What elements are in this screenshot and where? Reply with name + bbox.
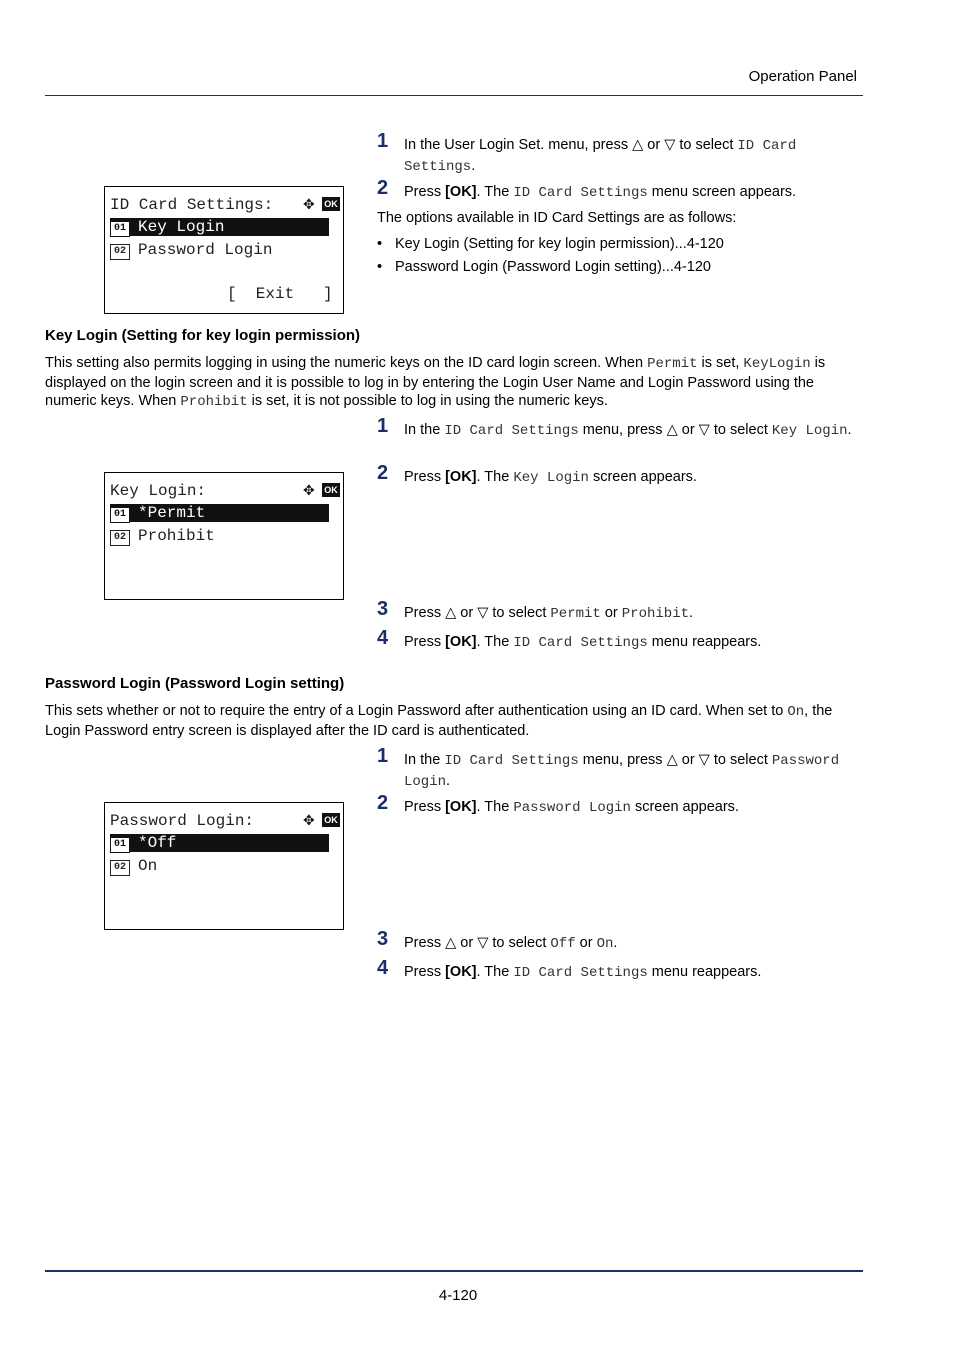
step-text: screen appears. — [588, 469, 697, 485]
step-text: Press △ or ▽ to select — [404, 935, 551, 951]
step-text: . — [471, 158, 476, 174]
step-1 — [377, 415, 863, 441]
step-3 — [377, 928, 863, 954]
body-text: This sets whether or not to require the entry of a Login Password after authentication using an ID card. When set to — [45, 703, 788, 719]
ok-key-label: [OK] — [445, 184, 477, 200]
running-header: Operation Panel — [748, 68, 857, 85]
code-text: On — [596, 936, 614, 952]
code-text: Permit — [647, 356, 698, 372]
step-text: menu screen appears. — [647, 184, 797, 200]
item-number-badge: 02 — [110, 530, 130, 546]
step-2 — [377, 177, 863, 203]
lcd-item-label: Password Login — [138, 241, 273, 259]
step-1 — [377, 130, 863, 177]
step-text: menu reappears. — [647, 634, 762, 650]
item-number-badge: 01 — [110, 221, 130, 237]
ok-key-label: [OK] — [445, 469, 477, 485]
list-item-text: Password Login (Password Login setting)...4-120 — [395, 259, 711, 275]
step-text: In the User Login Set. menu, press △ or ▽ to select — [404, 137, 738, 153]
step-number: 4 — [377, 957, 389, 979]
lcd-item-label: On — [138, 857, 158, 875]
step-number: 2 — [377, 792, 389, 814]
step-text: Press — [404, 184, 446, 200]
step-4 — [377, 627, 863, 653]
body-text: , the Login Password entry screen is displayed after the ID card is authenticated. — [45, 703, 833, 739]
step-text: In the — [404, 752, 445, 768]
step-text: . The — [476, 799, 514, 815]
code-text: Key Login — [771, 423, 848, 439]
code-text: ID Card Settings — [444, 753, 579, 769]
page-number: 4-120 — [438, 1287, 478, 1304]
code-text: Prohibit — [621, 606, 689, 622]
code-text: ID Card Settings — [404, 138, 797, 175]
navigation-icon: ✥ — [303, 812, 315, 828]
step-text: . The — [476, 184, 514, 200]
lcd-row — [110, 527, 215, 545]
step-text: . — [847, 422, 852, 438]
ok-key-icon: OK — [322, 813, 340, 827]
lcd-selected-row — [110, 218, 329, 236]
code-text: On — [787, 704, 805, 720]
footer-rule — [45, 1270, 863, 1272]
step-text: Press — [404, 634, 446, 650]
list-item — [377, 259, 711, 275]
lcd-item-label: Key Login — [138, 218, 225, 236]
step-number: 1 — [377, 130, 389, 152]
code-text: ID Card Settings — [513, 185, 648, 201]
step-number: 1 — [377, 745, 389, 767]
body-text: is set, — [697, 355, 744, 371]
lcd-key-login — [104, 472, 344, 600]
lcd-password-login — [104, 802, 344, 930]
body-text: is set, it is not possible to log in using the numeric keys. — [247, 393, 608, 409]
lcd-title: ID Card Settings: — [110, 196, 274, 214]
section-heading-key-login: Key Login (Setting for key login permission) — [45, 327, 361, 344]
lcd-title: Password Login: — [110, 812, 255, 830]
body-text: is displayed on the login screen and it is possible to log in by entering the Login User Name and Login Password using the numeric keys. When — [45, 355, 826, 409]
step-1 — [377, 745, 863, 792]
lcd-selected-row — [110, 504, 329, 522]
step-text: menu, press △ or ▽ to select — [578, 752, 772, 768]
step-text: screen appears. — [630, 799, 739, 815]
item-number-badge: 01 — [110, 507, 130, 523]
bullet-mark: • — [377, 236, 383, 252]
navigation-icon: ✥ — [303, 482, 315, 498]
lcd-id-card-settings — [104, 186, 344, 314]
section-heading-password-login: Password Login (Password Login setting) — [45, 675, 345, 692]
options-intro: The options available in ID Card Settings are as follows: — [377, 210, 737, 226]
step-number: 1 — [377, 415, 389, 437]
code-text: Prohibit — [180, 394, 248, 410]
navigation-icon: ✥ — [303, 196, 315, 212]
bullet-mark: • — [377, 259, 383, 275]
step-text: . — [689, 605, 694, 621]
item-number-badge: 02 — [110, 860, 130, 876]
step-text: In the — [404, 422, 445, 438]
step-2 — [377, 462, 863, 488]
code-text: Key Login — [513, 470, 589, 486]
code-text: Permit — [550, 606, 601, 622]
item-number-badge: 02 — [110, 244, 130, 260]
step-3 — [377, 598, 863, 624]
list-item — [377, 236, 724, 252]
step-text: . — [613, 935, 618, 951]
step-number: 2 — [377, 177, 389, 199]
item-number-badge: 01 — [110, 837, 130, 853]
list-item-text: Key Login (Setting for key login permission)...4-120 — [395, 236, 724, 252]
lcd-selected-row — [110, 834, 329, 852]
ok-key-label: [OK] — [445, 799, 477, 815]
step-text: . — [446, 773, 451, 789]
lcd-row — [110, 241, 272, 259]
step-text: Press — [404, 964, 446, 980]
ok-key-icon: OK — [322, 483, 340, 497]
step-number: 3 — [377, 928, 389, 950]
step-text: or — [575, 935, 597, 951]
step-4 — [377, 957, 863, 983]
password-login-description — [45, 702, 865, 740]
step-text: . The — [476, 469, 514, 485]
code-text: Off — [550, 936, 576, 952]
code-text: ID Card Settings — [513, 635, 648, 651]
step-text: menu, press △ or ▽ to select — [578, 422, 772, 438]
lcd-exit-softkey: [ Exit ] — [227, 285, 333, 303]
step-text: . The — [476, 964, 514, 980]
code-text: KeyLogin — [743, 356, 811, 372]
step-number: 3 — [377, 598, 389, 620]
body-text: This setting also permits logging in using the numeric keys on the ID card login screen. When — [45, 355, 648, 371]
step-text: Press — [404, 799, 446, 815]
lcd-item-label: *Permit — [138, 504, 206, 522]
header-rule — [45, 95, 863, 96]
step-number: 2 — [377, 462, 389, 484]
code-text: ID Card Settings — [513, 965, 648, 981]
ok-key-label: [OK] — [445, 964, 477, 980]
lcd-item-label: Prohibit — [138, 527, 215, 545]
lcd-item-label: *Off — [138, 834, 177, 852]
code-text: ID Card Settings — [444, 423, 579, 439]
code-text: Password Login — [513, 800, 631, 816]
code-text: Password Login — [404, 753, 840, 790]
key-login-description — [45, 354, 865, 412]
step-text: . The — [476, 634, 514, 650]
step-text: Press △ or ▽ to select — [404, 605, 551, 621]
step-text: or — [600, 605, 622, 621]
ok-key-label: [OK] — [445, 634, 477, 650]
step-text: Press — [404, 469, 446, 485]
step-text: menu reappears. — [647, 964, 762, 980]
lcd-row — [110, 857, 157, 875]
step-2 — [377, 792, 863, 818]
lcd-title: Key Login: — [110, 482, 207, 500]
ok-key-icon: OK — [322, 197, 340, 211]
step-number: 4 — [377, 627, 389, 649]
